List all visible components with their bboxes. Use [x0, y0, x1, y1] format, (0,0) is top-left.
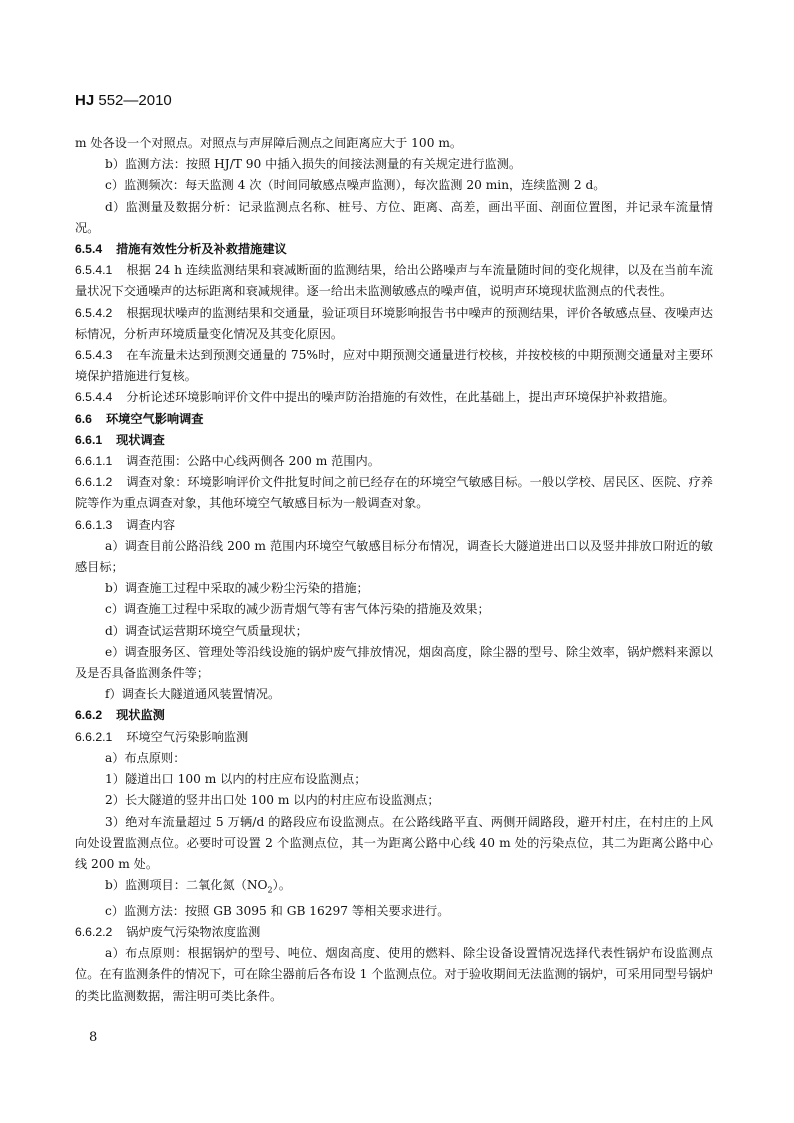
page-number: 8	[89, 1030, 98, 1045]
list-item: 2）长大隧道的竖井出口处 100 m 以内的村庄应布设监测点；	[105, 793, 440, 808]
list-item: a）调查目前公路沿线 200 m 范围内环境空气敏感目标分布情况，调查长大隧道进出口以及竖井排放口附近的敏感目标；	[75, 538, 713, 575]
list-item: f）调查长大隧道通风装置情况。	[105, 687, 281, 702]
clause-6-5-4-4: 6.5.4.4 分析论述环境影响评价文件中提出的噪声防治措施的有效性，在此基础上，提出声环境保护补救措施。	[75, 390, 675, 405]
list-item: c）监测频次：每天监测 4 次（时间同敏感点噪声监测），每次监测 20 min，连续监测 2 d。	[105, 178, 606, 193]
standard-number: 552—2010	[98, 92, 172, 109]
section-heading-6-6-1: 6.6.1 现状调查	[75, 432, 165, 447]
section-heading-6-6-2: 6.6.2 现状监测	[75, 708, 165, 723]
page-body	[75, 133, 713, 1007]
list-item: 1）隧道出口 100 m 以内的村庄应布设监测点；	[105, 772, 367, 787]
list-item: c）监测方法：按照 GB 3095 和 GB 16297 等相关要求进行。	[105, 903, 450, 918]
clause-6-5-4-2: 6.5.4.2 根据现状噪声的监测结果和交通量，验证项目环境影响报告书中噪声的预测结果，评价各敏感点昼、夜噪声达标情况，分析声环境质量变化情况及其变化原因。	[75, 305, 713, 341]
text-line: m 处各设一个对照点。对照点与声屏障后测点之间距离应大于 100 m。	[75, 136, 463, 150]
clause-6-6-1-1: 6.6.1.1 调查范围：公路中心线两侧各 200 m 范围内。	[75, 454, 380, 469]
list-item: c）调查施工过程中采取的减少沥青烟气等有害气体污染的措施及效果；	[105, 602, 490, 617]
clause-6-6-2-1: 6.6.2.1 环境空气污染影响监测	[75, 729, 249, 744]
list-item: b）监测项目：二氧化氮$(NO_2)$。	[105, 878, 291, 895]
list-item: a）布点原则：根据锅炉的型号、吨位、烟囱高度、使用的燃料、除尘设备设置情况选择代表性锅炉布设监测点位。在有监测条件的情况下，可在除尘器前后各布设 1 个监测点位。对于验收期间无法监测的锅炉，可采用同型号锅炉的类比监测数据，需注明可类比条件。	[75, 946, 713, 1003]
list-item: e）调查服务区、管理处等沿线设施的锅炉废气排放情况，烟囱高度，除尘器的型号、除尘效率，锅炉燃料来源以及是否具备监测条件等；	[75, 644, 713, 681]
clause-6-6-1-2: 6.6.1.2 调查对象：环境影响评价文件批复时间之前已经存在的环境空气敏感目标。一般以学校、居民区、医院、疗养院等作为重点调查对象，其他环境空气敏感目标为一般调查对象。	[75, 475, 713, 511]
list-item: a）布点原则：	[105, 750, 186, 765]
list-item: d）监测量及数据分析：记录监测点名称、桩号、方位、距离、高差，画出平面、剖面位置图，并记录车流量情况。	[75, 199, 713, 235]
clause-6-6-1-3: 6.6.1.3 调查内容	[75, 517, 176, 532]
section-heading-6-6: 6.6 环境空气影响调查	[75, 411, 204, 426]
list-item: b）监测方法：按照 HJ/T 90 中插入损失的间接法测量的有关规定进行监测。	[105, 157, 522, 172]
document-header	[75, 92, 172, 109]
standard-code: HJ	[75, 92, 95, 109]
list-item: d）调查试运营期环境空气质量现状；	[105, 623, 308, 638]
section-heading-6-5-4: 6.5.4 措施有效性分析及补救措施建议	[75, 242, 287, 257]
clause-6-5-4-3: 6.5.4.3 在车流量未达到预测交通量的 75%时，应对中期预测交通量进行校核，并按校核的中期预测交通量对主要环境保护措施进行复核。	[75, 348, 713, 384]
list-item: 3）绝对车流量超过 5 万辆/d 的路段应布设监测点。在公路线路平直、两侧开阔路段，避开村庄，在村庄的上风向处设置监测点位。必要时可设置 2 个监测点位，其一为距离公路中心线 40 m 处的污染点位，其二为距离公路中心线 200 m 处。	[75, 814, 713, 871]
clause-6-6-2-2: 6.6.2.2 锅炉废气污染物浓度监测	[75, 924, 261, 939]
clause-6-5-4-1: 6.5.4.1 根据 24 h 连续监测结果和衰减断面的监测结果，给出公路噪声与车流量随时间的变化规律，以及在当前车流量状况下交通噪声的达标距离和衰减规律。逐一给出未监测敏感点的噪声值，说明声环境现状监测点的代表性。	[75, 263, 713, 299]
list-item: b）调查施工过程中采取的减少粉尘污染的措施；	[105, 581, 369, 596]
